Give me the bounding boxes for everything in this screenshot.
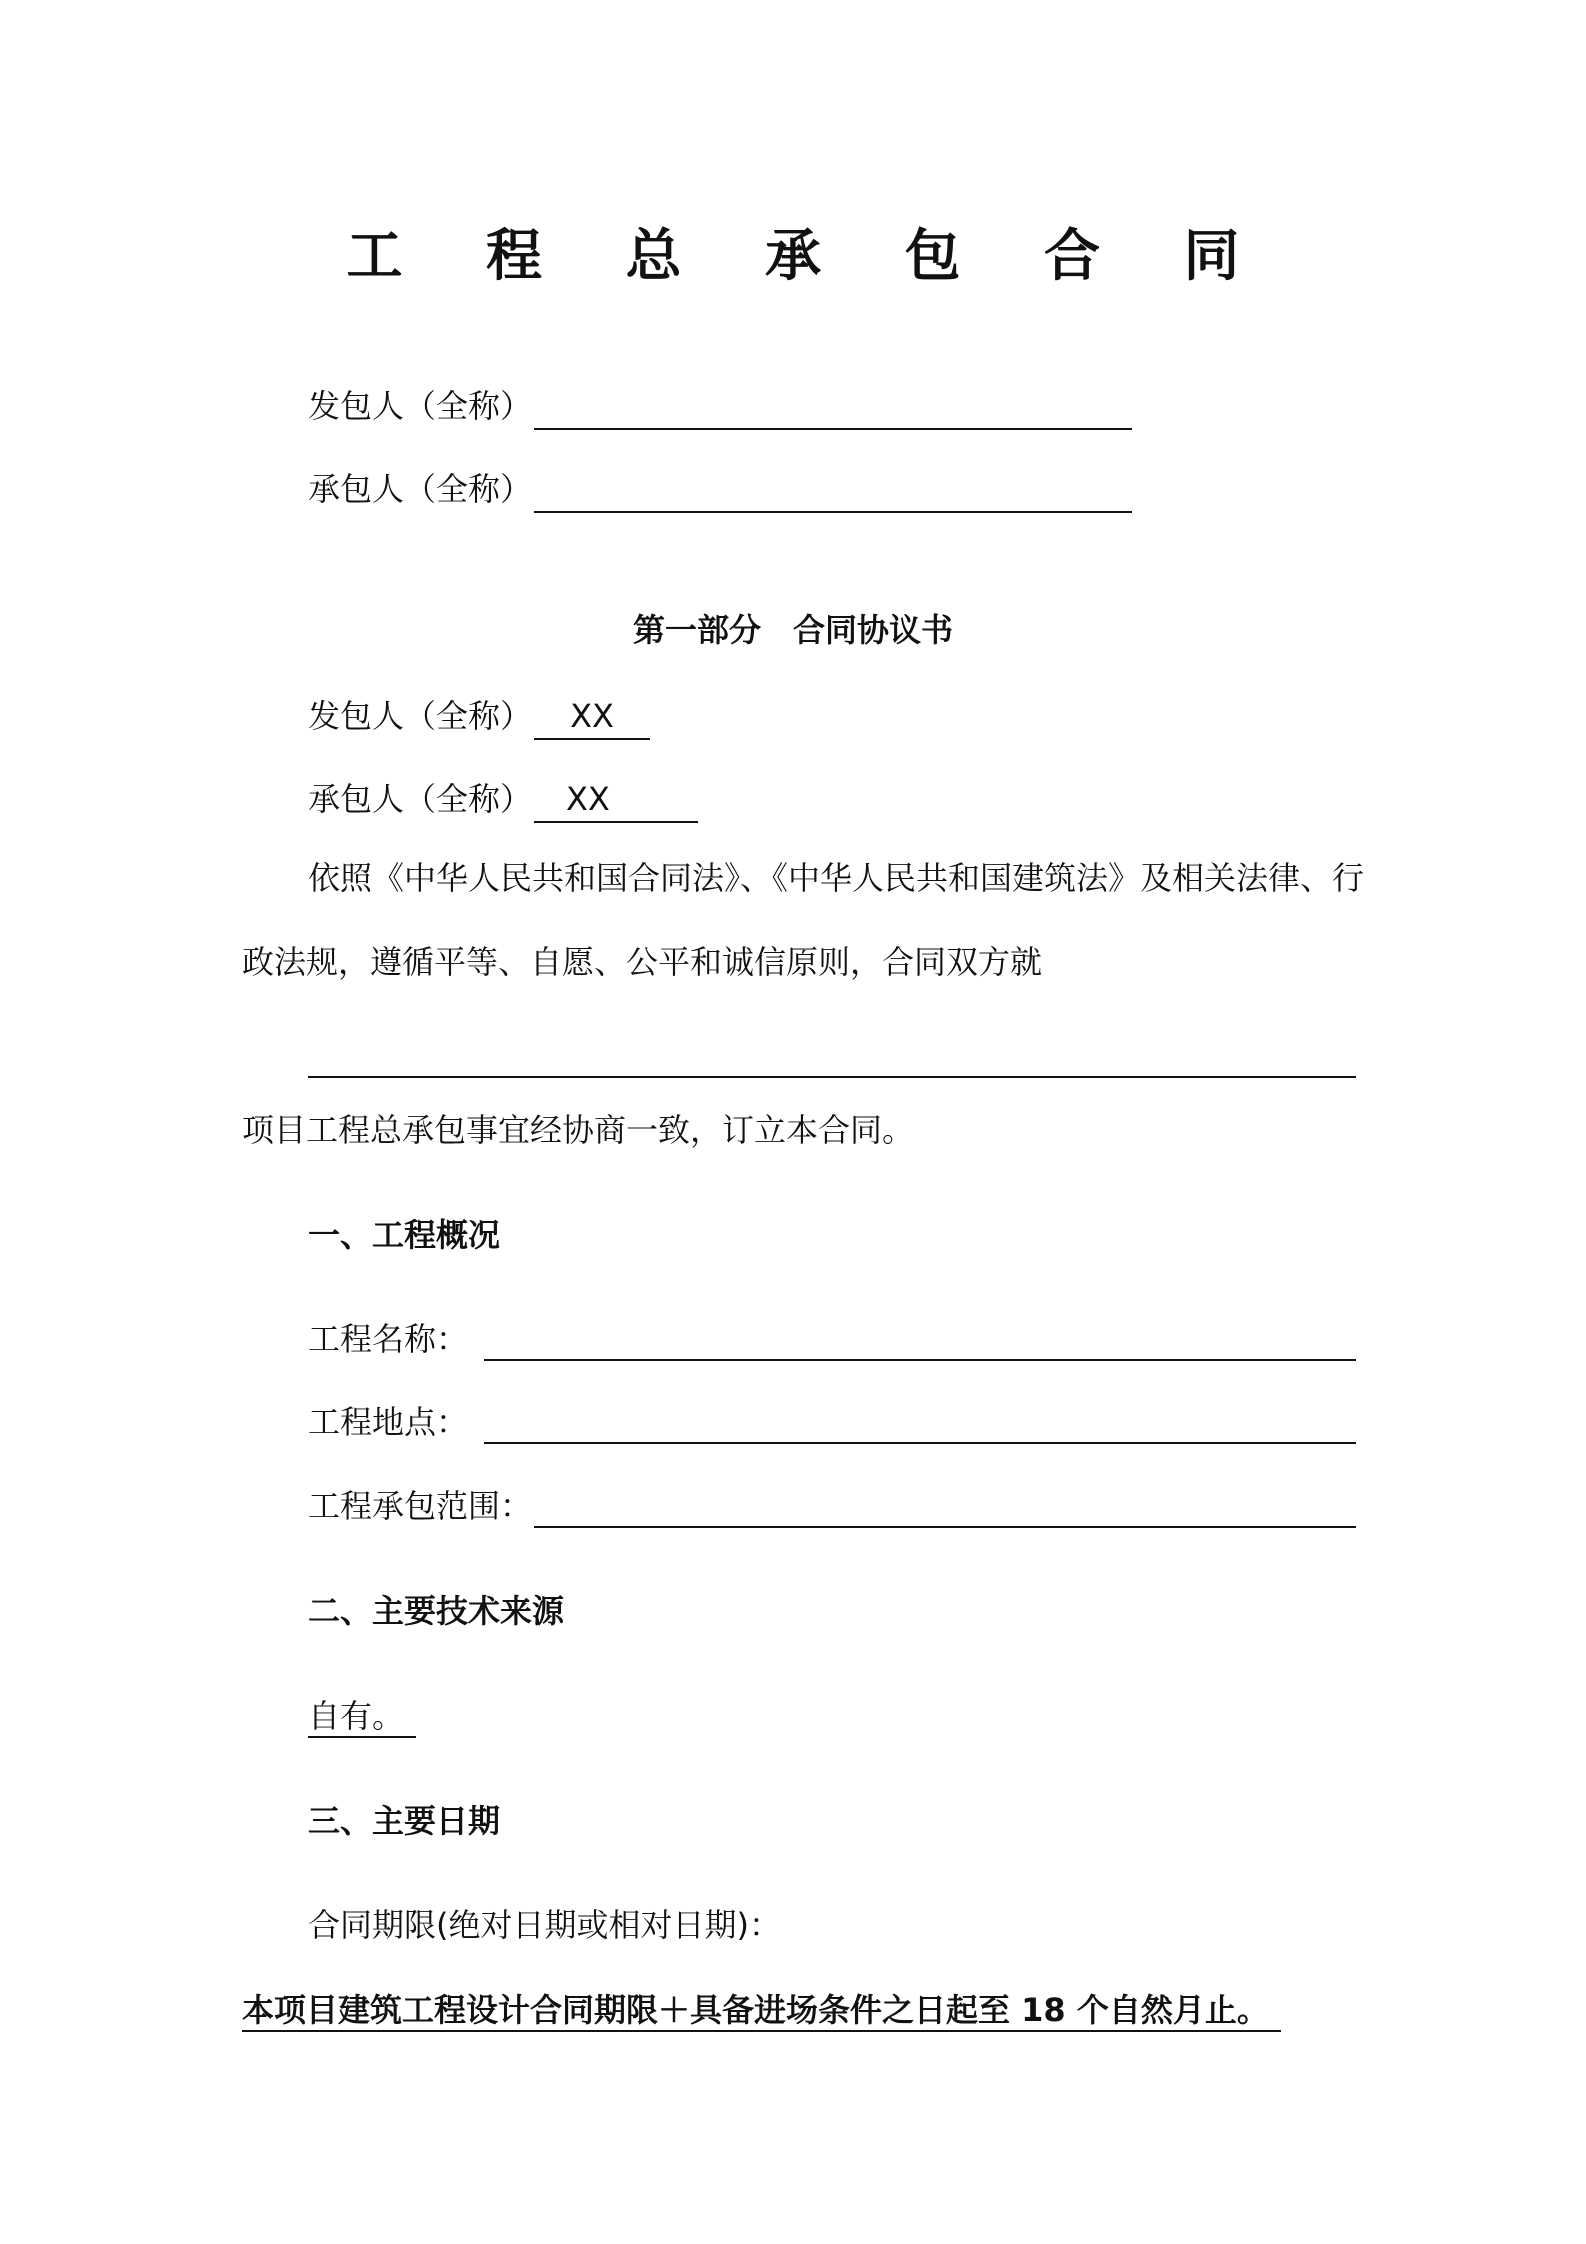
- employer-value: XX: [570, 697, 614, 735]
- contractor-value-underline[interactable]: [534, 821, 698, 823]
- cover-contractor-blank[interactable]: [534, 511, 1132, 513]
- project-location-label: 工程地点：: [308, 1403, 469, 1441]
- contract-term-value: 本项目建筑工程设计合同期限＋具备进场条件之日起至 18 个自然月止。: [242, 1990, 1281, 2032]
- cover-contractor-label: 承包人（全称）: [308, 470, 533, 508]
- cover-employer-blank[interactable]: [534, 428, 1132, 430]
- contract-term-label: 合同期限(绝对日期或相对日期)：: [308, 1906, 781, 1944]
- project-scope-label: 工程承包范围：: [308, 1487, 533, 1525]
- project-name-field[interactable]: [484, 1359, 1356, 1361]
- employer-value-underline[interactable]: [534, 738, 650, 740]
- agreement-paragraph-line1: 依照《中华人民共和国合同法》、《中华人民共和国建筑法》及相关法律、行: [308, 859, 1365, 897]
- project-name-blank[interactable]: [308, 1076, 1356, 1078]
- part1-heading: 第一部分 合同协议书: [632, 611, 953, 649]
- employer-label: 发包人（全称）: [308, 697, 533, 735]
- section1-heading: 一、工程概况: [308, 1216, 501, 1254]
- cover-employer-label: 发包人（全称）: [308, 387, 533, 425]
- agreement-paragraph-line2: 政法规，遵循平等、自愿、公平和诚信原则，合同双方就: [242, 943, 1043, 981]
- agreement-paragraph-line3: 项目工程总承包事宜经协商一致，订立本合同。: [242, 1111, 915, 1149]
- document-title: 工 程 总 承 包 合 同: [346, 224, 1272, 289]
- contractor-label: 承包人（全称）: [308, 780, 533, 818]
- contractor-value: XX: [566, 780, 610, 818]
- project-location-field[interactable]: [484, 1442, 1356, 1444]
- project-name-label: 工程名称：: [308, 1320, 469, 1358]
- project-scope-field[interactable]: [534, 1526, 1356, 1528]
- technology-source-value: 自有。: [308, 1696, 416, 1738]
- section3-heading: 三、主要日期: [308, 1802, 501, 1840]
- section2-heading: 二、主要技术来源: [308, 1592, 565, 1630]
